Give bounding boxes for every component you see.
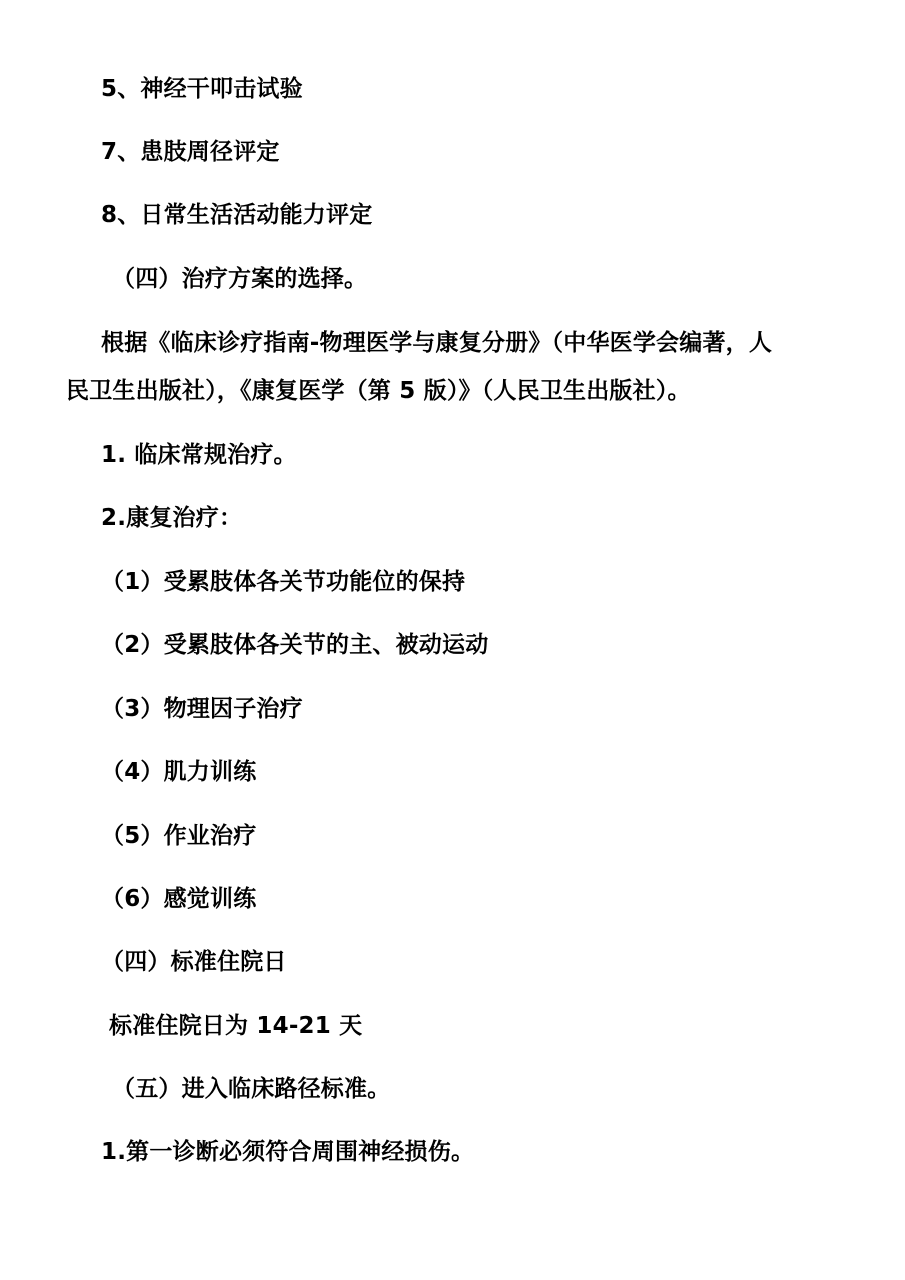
list-item: （6）感觉训练 [101,886,257,912]
section-heading: （四）标准住院日 [101,949,287,975]
list-item: （2）受累肢体各关节的主、被动运动 [101,632,489,658]
list-item: （1）受累肢体各关节功能位的保持 [101,569,466,595]
list-item: （4）肌力训练 [101,759,257,785]
section-heading: （四）治疗方案的选择。 [112,266,368,292]
text-line: 2.康复治疗： [101,505,243,531]
text-line: 5、神经干叩击试验 [101,76,303,102]
paragraph-line: 民卫生出版社），《康复医学（第 5 版）》（人民卫生出版社）。 [66,378,691,404]
text-line: 1.第一诊断必须符合周围神经损伤。 [101,1139,475,1165]
text-line: 标准住院日为 14-21 天 [109,1013,363,1039]
section-heading: （五）进入临床路径标准。 [112,1076,391,1102]
paragraph-line: 根据《临床诊疗指南-物理医学与康复分册》（中华医学会编著，人 [101,330,773,356]
list-item: （5）作业治疗 [101,823,257,849]
text-line: 8、日常生活活动能力评定 [101,202,373,228]
text-line: 7、患肢周径评定 [101,139,280,165]
list-item: （3）物理因子治疗 [101,696,303,722]
text-line: 1. 临床常规治疗。 [101,442,297,468]
